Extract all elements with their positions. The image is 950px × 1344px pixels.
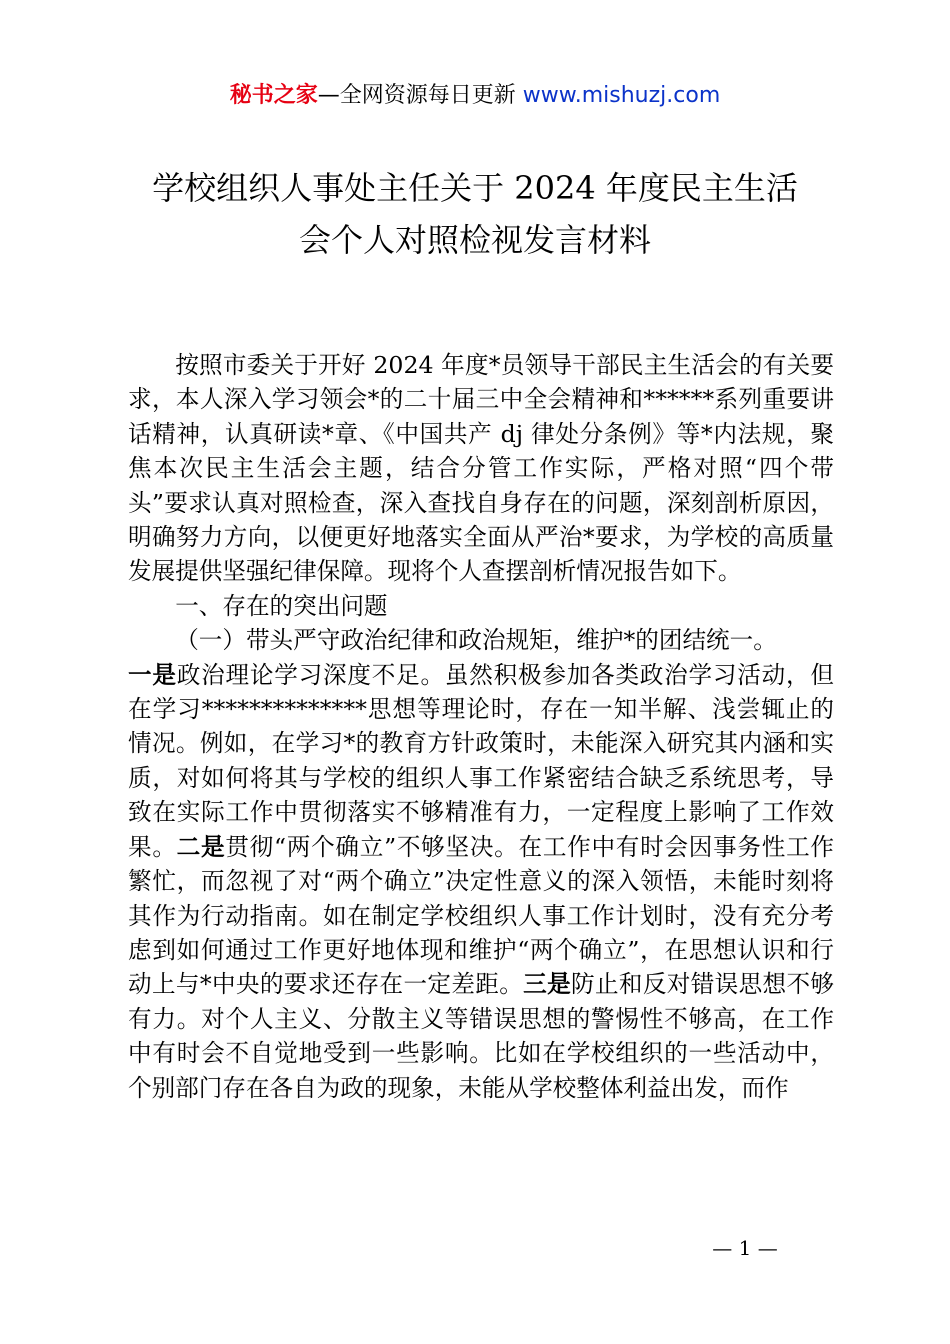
title-line-1: 学校组织人事处主任关于 2024 年度民主生活 (152, 169, 798, 207)
problems-paragraph (128, 658, 834, 1105)
section-heading: 一、存在的突出问题 (175, 591, 388, 620)
site-header (0, 80, 950, 112)
point-2-label: 二是 (176, 832, 226, 861)
intro-paragraph: 按照市委关于开好 2024 年度*员领导干部民主生活会的有关要求，本人深入学习领会*的二十届三中全会精神和******系列重要讲话精神，认真研读*章、《中国共产 dj 律处分条例》等*内法规，聚焦本次民主生活会主题，结合分管工作实际，严格对照“四个带头”要求认真对照检查，深入查找自身存在的问题，深刻剖析原因，明确努力方向，以便更好地落实全面从严治*要求，为学校的高质量发展提供坚强纪律保障。现将个人查摆剖析情况报告如下。 (128, 351, 834, 586)
document-title (110, 162, 840, 266)
point-3-label: 三是 (523, 970, 572, 999)
brand-name: 秘书之家 (229, 83, 318, 108)
point-3-text: 防止和反对错误思想不够有力。对个人主义、分散主义等错误思想的警惕性不够高，在工作中有时会不自觉地受到一些影响。比如在学校组织的一些活动中，个别部门存在各自为政的现象，未能从学校整体利益出发，而作 (128, 970, 835, 1102)
point-1-text: 政治理论学习深度不足。虽然积极参加各类政治学习活动，但在学习**************思想等理论时，存在一知半解、浅尝辄止的情况。例如，在学习*的教育方针政策时，未能深入研究其内涵和实质，对如何将其与学校的组织人事工作紧密结合缺乏系统思考，导致在实际工作中贯彻落实不够精准有力，一定程度上影响了工作效果。 (128, 660, 835, 861)
point-1-label: 一是 (128, 660, 177, 689)
page-number: — 1 — (712, 1236, 778, 1260)
subsection-heading: （一）带头严守政治纪律和政治规矩，维护*的团结统一。 (175, 626, 777, 655)
document-body (128, 348, 834, 1105)
site-url-link[interactable]: www.mishuzj.com (522, 83, 721, 108)
header-tagline: —全网资源每日更新 (317, 83, 523, 108)
title-line-2: 会个人对照检视发言材料 (298, 221, 651, 259)
point-2-text: 贯彻“两个确立”不够坚决。在工作中有时会因事务性工作繁忙，而忽视了对“两个确立”决定性意义的深入领悟，未能时刻将其作为行动指南。如在制定学校组织人事工作计划时，没有充分考虑到如何通过工作更好地体现和维护“两个确立”，在思想认识和行动上与*中央的要求还存在一定差距。 (128, 832, 835, 999)
